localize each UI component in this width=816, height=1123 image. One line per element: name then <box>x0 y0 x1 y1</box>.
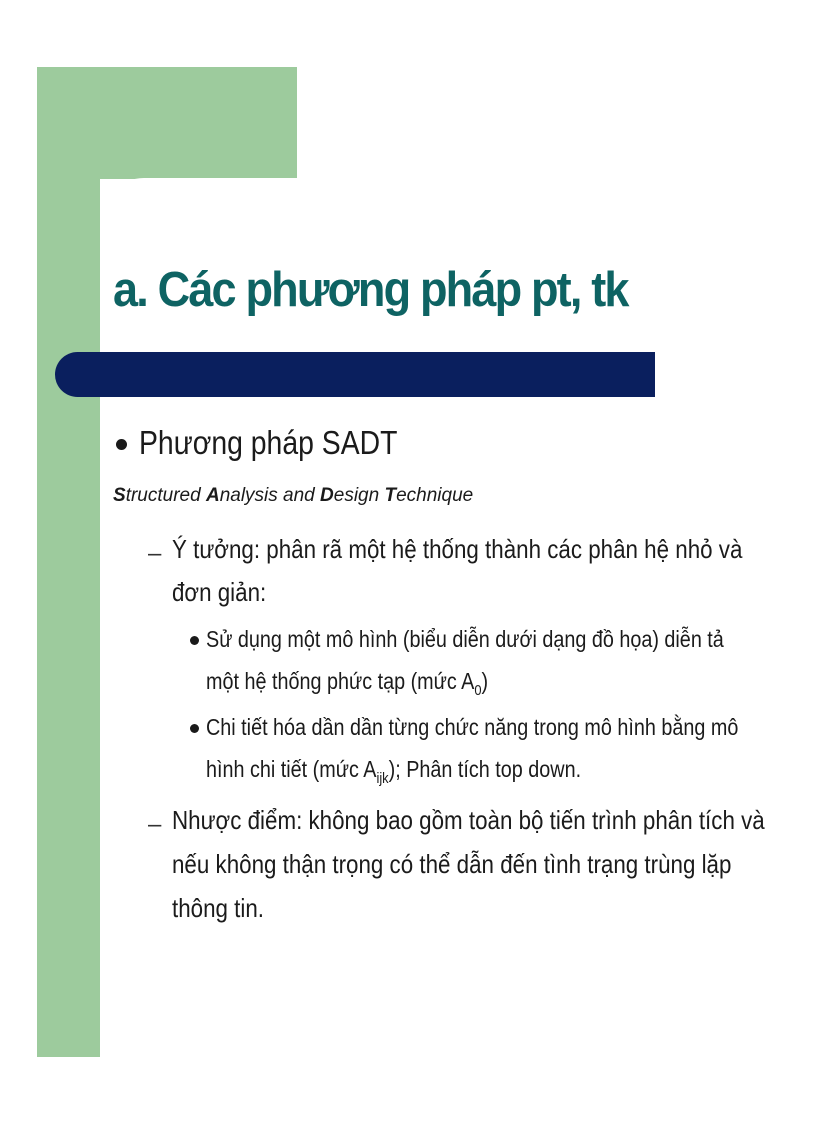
point2-line2 <box>206 756 582 787</box>
point1-line2 <box>206 668 489 699</box>
point2-line1: Chi tiết hóa dần dần từng chức năng trong mô hình bằng mô <box>206 714 739 740</box>
slide-title: a. Các phương pháp pt, tk <box>113 263 628 317</box>
bullet-dot-icon <box>116 439 127 450</box>
point1-line1: Sử dụng một mô hình (biểu diễn dưới dạng đồ họa) diễn tả <box>206 626 724 652</box>
drawback-line1: Nhược điểm: không bao gồm toàn bộ tiến trình phân tích và <box>172 805 765 835</box>
drawback-line3: thông tin. <box>172 893 265 923</box>
subtitle-analysis: nalysis and <box>219 485 321 506</box>
dash-drawback: – <box>148 811 162 838</box>
point2-subscript: ijk <box>376 770 389 787</box>
subtitle-technique: echnique <box>396 485 474 506</box>
subtitle-structured: tructured <box>125 485 206 506</box>
point2-line2-end: ); Phân tích top down. <box>388 756 582 782</box>
subtitle-s: S <box>113 485 126 506</box>
title-underline-bar <box>55 352 655 397</box>
sub-bullet-dot-icon <box>190 724 199 733</box>
subtitle-t: T <box>384 485 397 506</box>
idea-line2: đơn giản: <box>172 577 267 607</box>
idea-line1: Ý tưởng: phân rã một hệ thống thành các phân hệ nhỏ và <box>172 534 743 564</box>
point1-subscript: 0 <box>474 682 482 699</box>
point2-line2-text: hình chi tiết (mức A <box>206 756 377 782</box>
bullet-sadt: Phương pháp SADT <box>139 424 398 461</box>
drawback-line2: nếu không thận trọng có thể dẫn đến tình trạng trùng lặp <box>172 849 732 879</box>
decor-green-strip <box>37 67 100 1057</box>
subtitle-d: D <box>320 485 334 506</box>
subtitle-a: A <box>205 485 220 506</box>
dash-idea: – <box>148 540 162 567</box>
subtitle-design: esign <box>333 485 385 506</box>
point1-line2-end: ) <box>481 668 489 694</box>
sub-bullet-dot-icon <box>190 636 199 645</box>
sadt-subtitle <box>113 485 473 507</box>
point1-line2-text: một hệ thống phức tạp (mức A <box>206 668 475 694</box>
